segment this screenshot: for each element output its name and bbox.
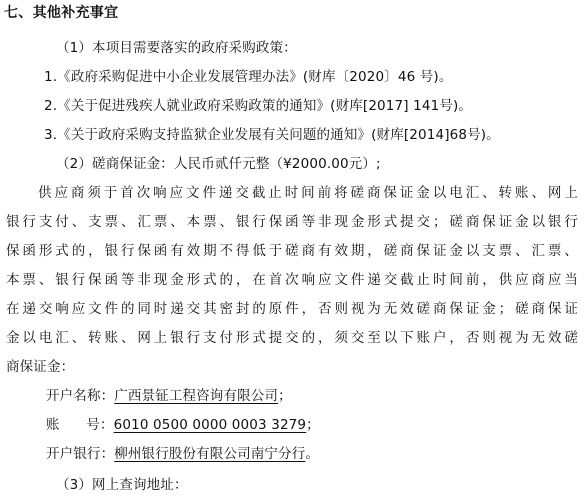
account-name-row	[46, 387, 292, 405]
account-number-value: 6010 0500 0000 0003 3279	[113, 417, 307, 433]
deposit-paragraph-line: 商保证金：	[6, 359, 75, 375]
account-number-row	[46, 416, 320, 434]
account-name-label: 开户名称：	[46, 388, 115, 404]
deposit-paragraph-line: 金以电汇、转账、网上银行支付形式提交的，须交至以下账户，否则视为无效磋	[6, 330, 578, 346]
deposit-paragraph-line: 保函形式的，银行保函有效期不得低于磋商有效期，磋商保证金以支票、汇票、	[6, 243, 578, 259]
policy-item: 1.《政府采购促进中小企业发展管理办法》(财库〔2020〕46 号)。	[44, 69, 453, 85]
deposit-paragraph-line: 银行支付、支票、汇票、本票、银行保函等非现金形式提交；磋商保证金以银行	[6, 214, 578, 230]
bank-label: 开户银行：	[46, 446, 115, 462]
deposit-paragraph-line: 供应商须于首次响应文件递交截止时间前将磋商保证金以电汇、转账、网上	[38, 185, 578, 201]
account-name-end: ；	[278, 388, 292, 404]
account-number-label: 账 号：	[46, 417, 114, 433]
deposit-paragraph-line: 本票、银行保函等非现金形式的，在首次响应文件递交截止时间前，供应商应当	[6, 272, 578, 288]
account-number-end: ；	[306, 417, 320, 433]
bank-end: 。	[305, 446, 320, 462]
deposit-title: （2）磋商保证金：人民币贰仟元整（¥2000.00元）;	[56, 156, 381, 172]
policy-item: 2.《关于促进残疾人就业政府采购政策的通知》(财库[2017] 141号)。	[44, 98, 473, 114]
policy-title: （1）本项目需要落实的政府采购政策：	[56, 40, 297, 56]
policy-item: 3.《关于政府采购支持监狱企业发展有关问题的通知》(财库[2014]68号)。	[44, 127, 500, 143]
section-heading: 七、其他补充事宜	[4, 5, 119, 21]
online-title: （3）网上查询地址：	[56, 477, 188, 493]
bank-row	[46, 445, 319, 463]
deposit-paragraph-line: 在递交响应文件的同时递交其密封的原件，否则视为无效磋商保证金；磋商保证	[6, 301, 578, 317]
account-name-value: 广西景钲工程咨询有限公司	[114, 388, 279, 404]
bank-value: 柳州银行股份有限公司南宁分行	[114, 446, 306, 462]
